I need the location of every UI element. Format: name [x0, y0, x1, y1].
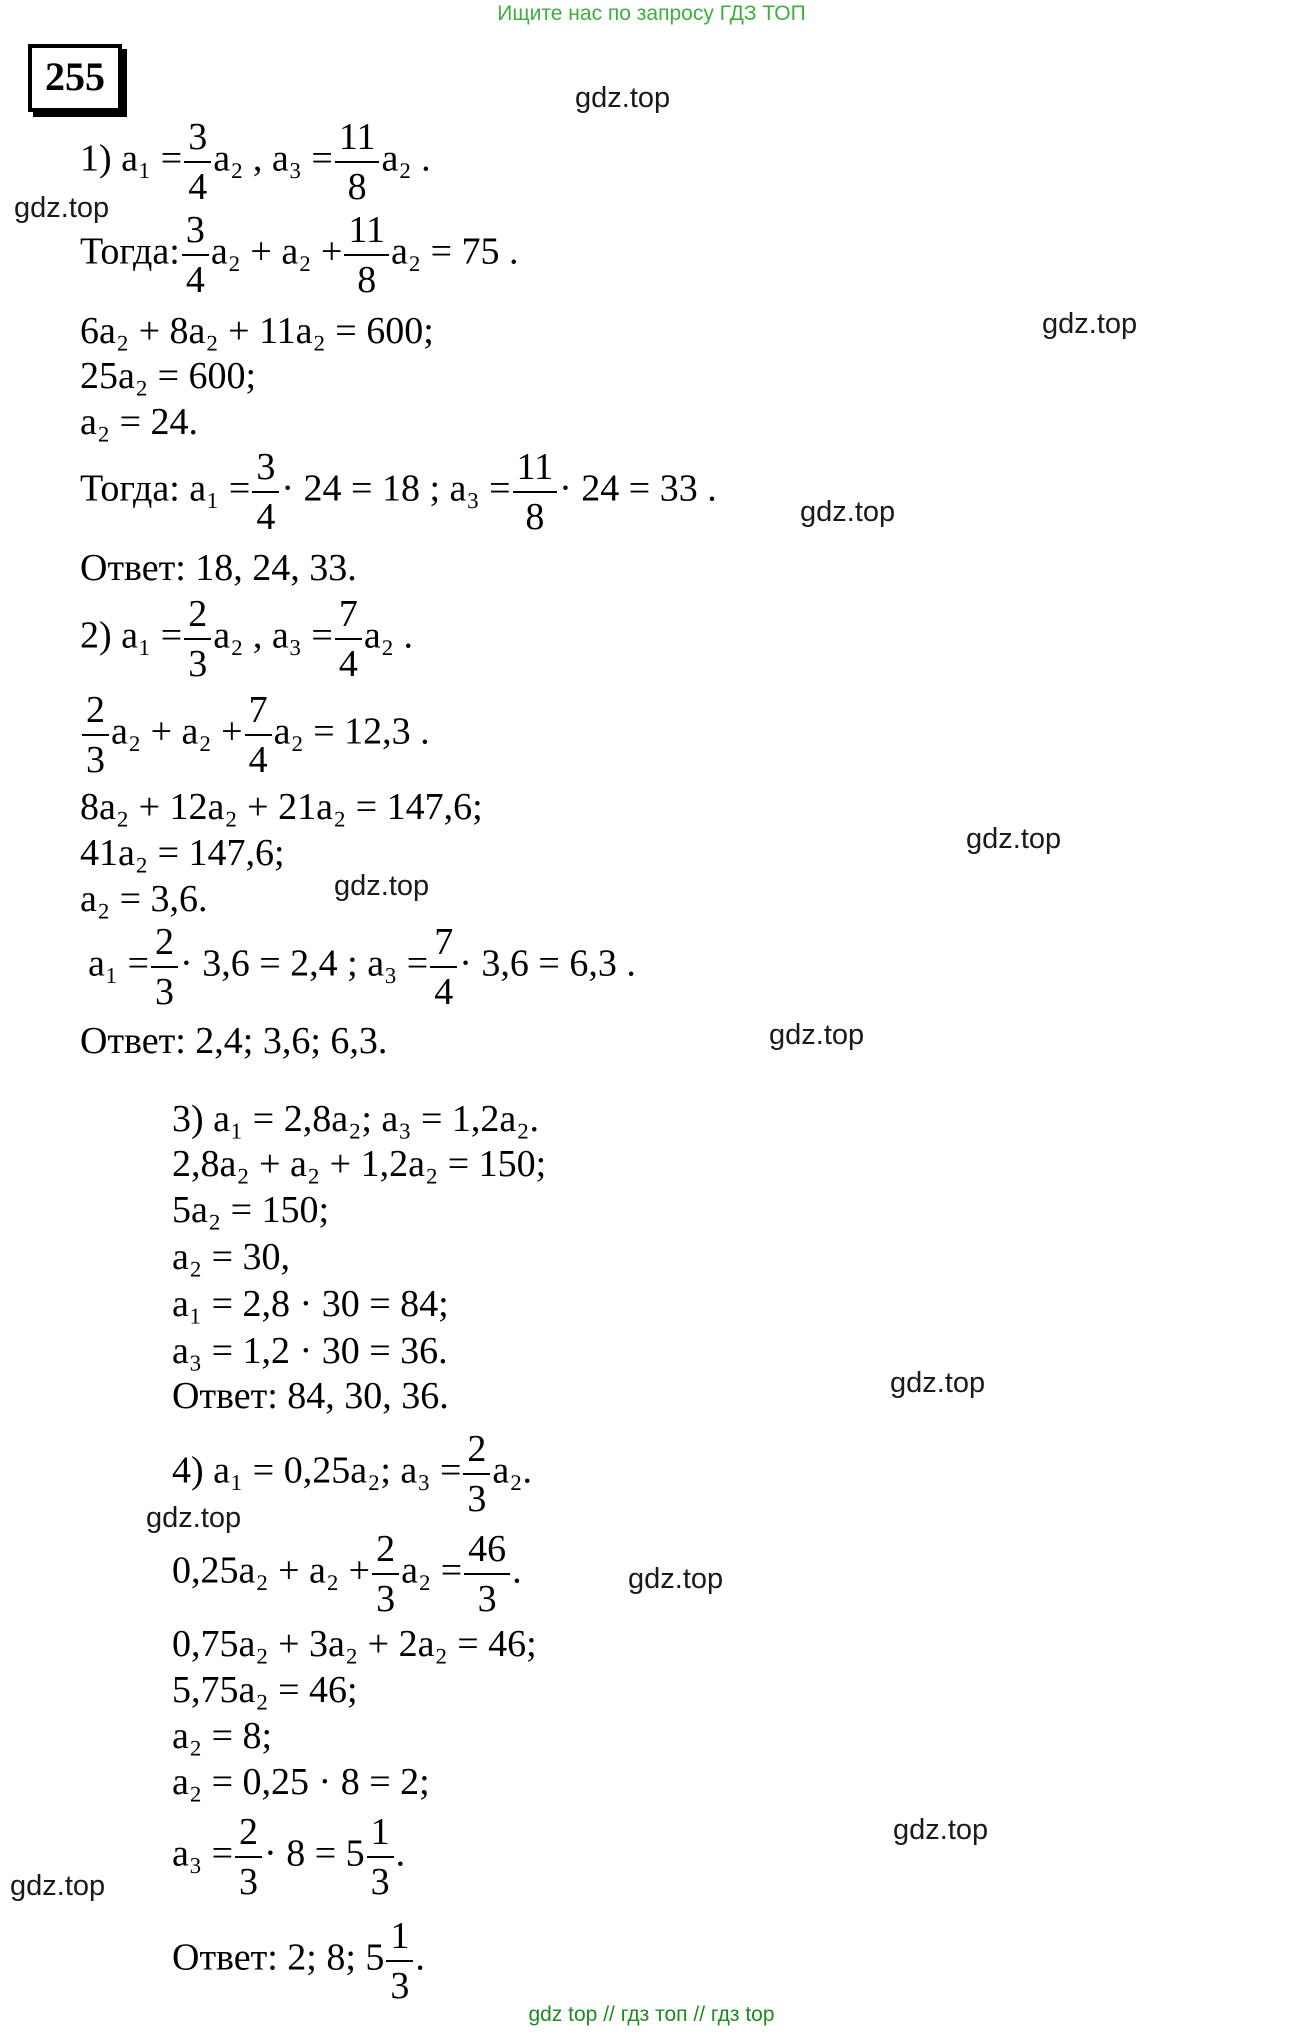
footer-links[interactable]: gdz top // гдз топ // гдз top	[528, 2003, 775, 2026]
part4-line3: 0,75a₂ + 3a₂ + 2a₂ = 46;	[172, 1623, 537, 1665]
watermark: gdz.top	[1042, 308, 1138, 340]
watermark: gdz.top	[628, 1563, 724, 1595]
part2-line4: 41a₂ = 147,6;	[80, 832, 285, 874]
top-banner[interactable]: Ищите нас по запросу ГДЗ ТОП	[497, 2, 806, 25]
part4-line5: a₂ = 8;	[172, 1715, 273, 1757]
problem-number: 255	[28, 44, 122, 112]
watermark: gdz.top	[14, 192, 110, 224]
part2-line2: $\frac{2}{3}$ a₂ + a₂ + $\frac{7}{4}$ a₂ = 12,3 .	[80, 686, 430, 784]
part4-line7: a₃ = $\frac{2}{3}$ · 8 = 5 $\frac{1}{3}$ .	[172, 1808, 405, 1906]
watermark: gdz.top	[769, 1019, 865, 1051]
watermark: gdz.top	[890, 1367, 986, 1399]
part1-line2: Тогда: $\frac{3}{4}$ a₂ + a₂ + $\frac{11}{8}$ a₂ = 75 .	[80, 206, 519, 304]
part1-line3: 6a₂ + 8a₂ + 11a₂ = 600;	[80, 310, 434, 352]
part3-line5: a₁ = 2,8 · 30 = 84;	[172, 1283, 449, 1325]
part4-line6: a₂ = 0,25 · 8 = 2;	[172, 1761, 430, 1803]
part3-answer: Ответ: 84, 30, 36.	[172, 1375, 449, 1417]
part4-line1: 4) a₁ = 0,25a₂; a₃ = $\frac{2}{3}$ a₂.	[172, 1425, 532, 1523]
watermark: gdz.top	[966, 823, 1062, 855]
part4-line4: 5,75a₂ = 46;	[172, 1669, 358, 1711]
part2-line3: 8a₂ + 12a₂ + 21a₂ = 147,6;	[80, 786, 483, 828]
part1-line4: 25a₂ = 600;	[80, 355, 257, 397]
part2-line5: a₂ = 3,6.	[80, 878, 208, 920]
part3-line4: a₂ = 30,	[172, 1236, 291, 1278]
part2-line6: a₁ = $\frac{2}{3}$ · 3,6 = 2,4 ; a₃ = $\frac{7}{4}$ · 3,6 = 6,3 .	[88, 918, 636, 1016]
part4-answer: Ответ: 2; 8; 5 $\frac{1}{3}$ .	[172, 1912, 425, 2010]
watermark: gdz.top	[893, 1814, 989, 1846]
part1-line5: a₂ = 24.	[80, 401, 199, 443]
part1-line6: Тогда: a₁ = $\frac{3}{4}$ · 24 = 18 ; a₃ = $\frac{11}{8}$ · 24 = 33 .	[80, 443, 717, 541]
part4-line2: 0,25a₂ + a₂ + $\frac{2}{3}$ a₂ = $\frac{46}{3}$ .	[172, 1525, 522, 1623]
part1-answer: Ответ: 18, 24, 33.	[80, 547, 357, 589]
watermark: gdz.top	[146, 1502, 242, 1534]
part3-line1: 3) a₁ = 2,8a₂; a₃ = 1,2a₂.	[172, 1098, 540, 1140]
watermark: gdz.top	[800, 496, 896, 528]
part2-line1: 2) a₁ = $\frac{2}{3}$ a₂ , a₃ = $\frac{7}{4}$ a₂ .	[80, 590, 413, 688]
watermark: gdz.top	[10, 1870, 106, 1902]
watermark: gdz.top	[334, 870, 430, 902]
part3-line3: 5a₂ = 150;	[172, 1189, 330, 1231]
part3-line6: a₃ = 1,2 · 30 = 36.	[172, 1330, 448, 1372]
part1-line1: 1) a₁ = $\frac{3}{4}$ a₂ , a₃ = $\frac{11}{8}$ a₂ .	[80, 113, 431, 211]
part3-line2: 2,8a₂ + a₂ + 1,2a₂ = 150;	[172, 1143, 547, 1185]
part2-answer: Ответ: 2,4; 3,6; 6,3.	[80, 1020, 388, 1062]
watermark: gdz.top	[575, 82, 671, 114]
